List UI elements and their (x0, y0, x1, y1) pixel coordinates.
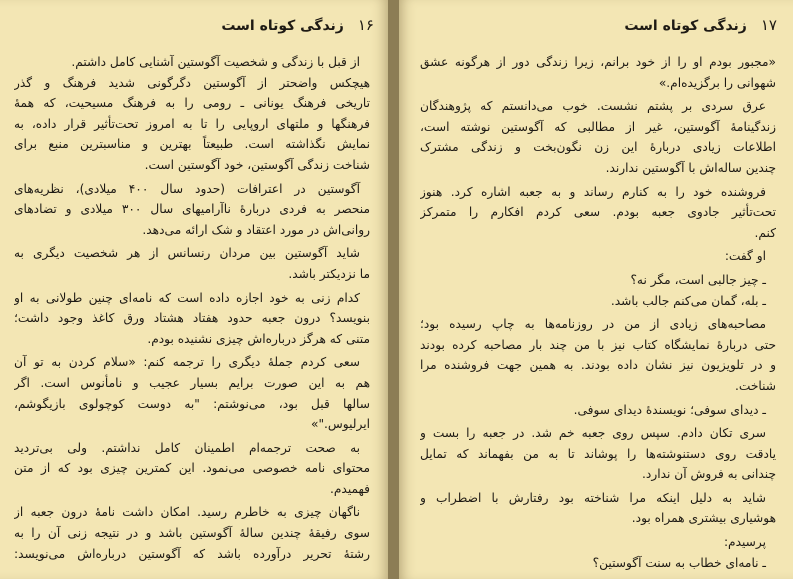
book-gutter (388, 0, 399, 579)
text-line: منحصر به فردی دربارهٔ ناآرامیهای سال ۳۰۰ میلادی و تضادهای (14, 202, 370, 217)
left-page (0, 0, 388, 579)
text-line: «مجبور بودم او را از خود برانم، زیرا زندگی دور از هرگونه عشق (420, 55, 776, 69)
text-line: رشتهٔ تحریر درآورده باشد که آگوستین درباره‌اش می‌نویسد: (14, 546, 370, 561)
text-line: هیچکس واضحتر از آگوستین دگرگونی شدید فرهنگ و گذر (14, 75, 370, 90)
text-line: آگوستین در اعترافات (حدود سال ۴۰۰ میلادی)، نظریه‌های (14, 181, 360, 196)
text-line: عرق سردی بر پشتم نشست. خوب می‌دانستم که پژوهندگان (420, 99, 766, 114)
left-page-body (14, 52, 370, 564)
text-line: هم به این صورت برایم بسیار عجیب و نامأنوس است. اگر (14, 375, 370, 390)
text-line: سوی رفیقهٔ چندین سالهٔ آگوستین باشد و در نتیجه زنی آن را به (14, 526, 370, 541)
text-line: شناخت زندگی آگوستین، خود آگوستین است. (144, 157, 370, 172)
text-line: فهمیدم. (330, 481, 370, 496)
text-line: ـ نامه‌ای خطاب به سنت آگوستین؟ (592, 555, 766, 570)
text-line: سعی کردم جملهٔ دیگری را ترجمه کنم: «سلام کردن به تو آن (14, 355, 360, 370)
text-line: بنویسد؟ درون جعبه حدود هفتاد هشتاد ورق کاغذ وجود داشت؛ (14, 311, 370, 326)
text-line: سری تکان دادم. سپس روی جعبه خم شد. در جعبه را بست و (420, 426, 766, 441)
text-line: متنی که هرگز درباره‌اش چیزی نشنیده بودم. (147, 331, 370, 346)
text-line: حتی دربارهٔ نمایشگاه کتاب نیز با من چند بار مصاحبه کرده بودند (420, 337, 776, 352)
text-line: شهوانی را برگزیده‌ام.» (658, 75, 776, 90)
text-line: او گفت: (724, 249, 766, 264)
right-page (399, 0, 793, 579)
text-line: تاریخی فرهنگ یونانی ـ رومی را به فرهنگ مسیحیت، که همهٔ (14, 96, 370, 111)
left-page-number: ۱۶ (357, 16, 374, 34)
text-line: به صحت ترجمه‌ام اطمینان کامل نداشتم. ولی بی‌تردید (14, 440, 360, 455)
text-line: ایرلیوس."» (310, 417, 370, 432)
right-running-header: زندگی کوتاه است (624, 18, 747, 34)
right-page-body (420, 52, 776, 573)
text-line: شاید به دلیل اینکه مرا شناخته بود رفتارش با اضطراب و (420, 490, 766, 505)
text-line: کدام زنی به خود اجازه داده است که نامه‌ای چنین طولانی به او (14, 290, 360, 305)
text-line: محتوای نامه خصوصی می‌نمود. این کمترین چیزی بود که از متن (14, 461, 370, 476)
text-line: ـ چیز جالبی است، مگر نه؟ (630, 272, 766, 287)
right-page-number: ۱۷ (760, 16, 777, 34)
text-line: فروشنده خود را به کنارم رساند و به جعبه اشاره کرد. هنوز (420, 184, 766, 199)
text-line: ـ دیدای سوفی؛ نویسندهٔ دیدای سوفی. (573, 402, 766, 417)
text-line: مصاحبه‌های زیادی از من در روزنامه‌ها به چاپ رسیده بود؛ (420, 317, 766, 332)
text-line: چندانی به فروش آن ندارد. (642, 467, 776, 482)
text-line: از قبل با زندگی و شخصیت آگوستین آشنایی کامل داشتم. (71, 55, 360, 69)
left-page-header (221, 16, 374, 38)
left-running-header: زندگی کوتاه است (221, 18, 344, 34)
text-line: شناخت. (735, 378, 776, 393)
text-line: اطلاعات زیادی دربارهٔ این زن نگون‌بخت و زندگی مشترک (420, 140, 776, 155)
text-line: و در تلویزیون نیز نشان داده بودند. به همین جهت فروشنده مرا (420, 358, 776, 373)
text-line: چندین ساله‌اش با آگوستین ندارند. (605, 160, 776, 175)
text-line: ناگهان چیزی به خاطرم رسید. امکان داشت نامهٔ درون جعبه از (14, 505, 360, 520)
text-line: یادقت روی دستنوشته‌ها را پوشاند تا به من بفهماند که تمایل (420, 446, 776, 461)
text-line: تحت‌تأثیر جادوی جعبه بودم. سعی کردم افکارم را متمرکز (420, 205, 776, 220)
text-line: پرسیدم: (723, 535, 766, 550)
text-line: نمایش نگذاشته است. طبیعتاً بهترین و مناسبترین منبع برای (14, 137, 370, 152)
text-line: ـ بله، گمان می‌کنم جالب باشد. (610, 293, 766, 308)
right-page-header (624, 16, 777, 38)
text-line: ما نزدیکتر باشد. (288, 266, 370, 281)
text-line: فرهنگها و ملتهای اروپایی را تا به امروز تحت‌تأثیر قرار داده، به (14, 116, 370, 131)
text-line: روانی‌اش در مورد اعتقاد و شک ارائه می‌دهد. (142, 222, 370, 237)
text-line: شاید آگوستین بین مردان رنسانس از هر شخصیت دیگری به (14, 246, 360, 261)
text-line: سالها قبل بود، می‌نوشتم: "به دوست کوچولوی بازیگوشم، (14, 396, 370, 411)
text-line: هوشیاری بیشتری همراه بود. (631, 511, 776, 526)
text-line: زندگینامهٔ آگوستین، غیر از مطالبی که آگوستین نوشته است، (420, 119, 776, 134)
text-line: کنم. (754, 225, 776, 240)
